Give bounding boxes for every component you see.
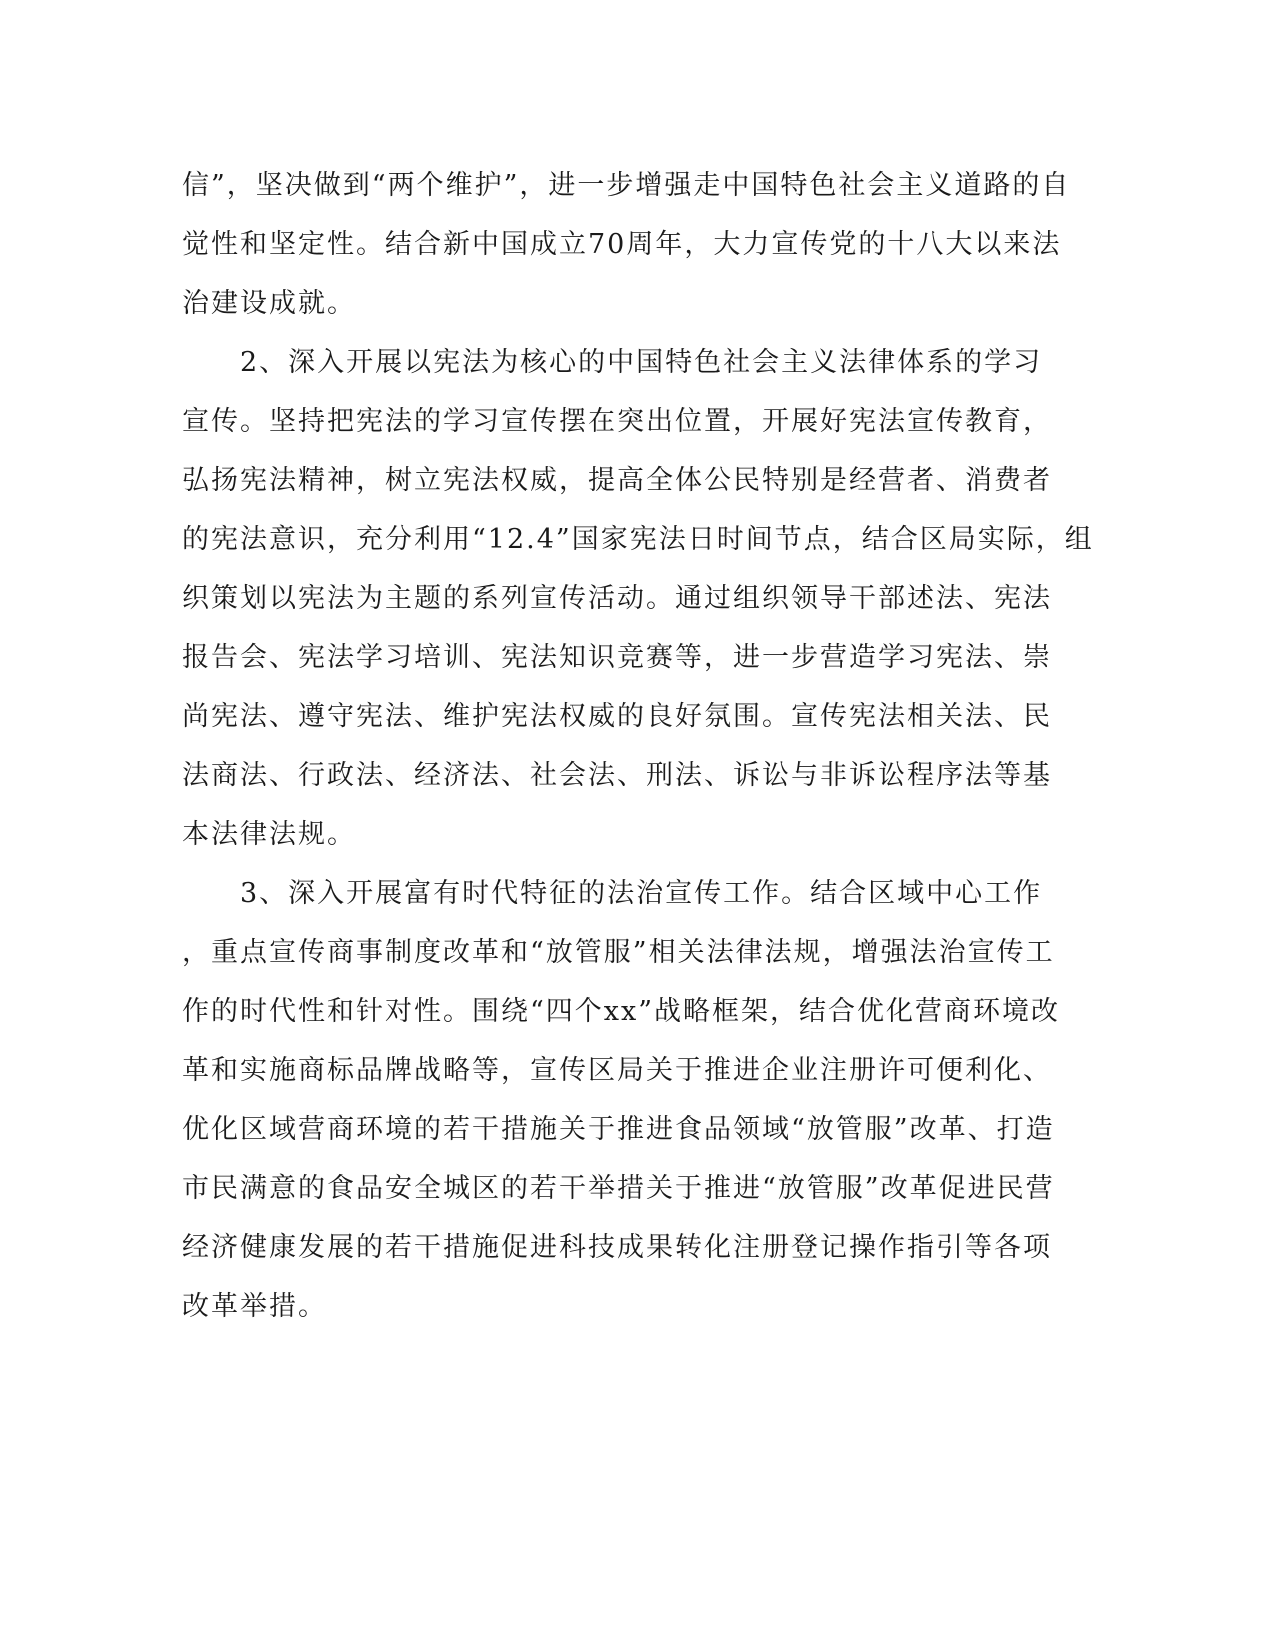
paragraph-2 xyxy=(182,333,1094,864)
text-line: 宣传。坚持把宪法的学习宣传摆在突出位置，开展好宪法宣传教育， xyxy=(182,406,1052,437)
text-line: 治建设成就。 xyxy=(182,288,356,319)
text-line: ，重点宣传商事制度改革和“放管服”相关法律法规，增强法治宣传工 xyxy=(182,937,1055,968)
text-line: 织策划以宪法为主题的系列宣传活动。通过组织领导干部述法、宪法 xyxy=(182,583,1052,614)
text-line: 弘扬宪法精神，树立宪法权威，提高全体公民特别是经营者、消费者 xyxy=(182,465,1052,496)
text-line: 法商法、行政法、经济法、社会法、刑法、诉讼与非诉讼程序法等基 xyxy=(182,760,1052,791)
text-line: 革和实施商标品牌战略等，宣传区局关于推进企业注册许可便利化、 xyxy=(182,1055,1052,1086)
text-line: 优化区域营商环境的若干措施关于推进食品领域“放管服”改革、打造 xyxy=(182,1114,1055,1145)
text-line: 觉性和坚定性。结合新中国成立70周年，大力宣传党的十八大以来法 xyxy=(182,229,1062,260)
text-line: 信”，坚决做到“两个维护”，进一步增强走中国特色社会主义道路的自 xyxy=(182,170,1071,201)
paragraph-1 xyxy=(182,156,1071,333)
text-line: 报告会、宪法学习培训、宪法知识竞赛等，进一步营造学习宪法、崇 xyxy=(182,642,1052,673)
text-line: 经济健康发展的若干措施促进科技成果转化注册登记操作指引等各项 xyxy=(182,1232,1052,1263)
text-line: 尚宪法、遵守宪法、维护宪法权威的良好氛围。宣传宪法相关法、民 xyxy=(182,701,1052,732)
text-line: 市民满意的食品安全城区的若干举措关于推进“放管服”改革促进民营 xyxy=(182,1173,1055,1204)
paragraph-3 xyxy=(182,864,1061,1336)
text-line: 3、深入开展富有时代特征的法治宣传工作。结合区域中心工作 xyxy=(182,878,1043,909)
text-line: 作的时代性和针对性。围绕“四个xx”战略框架，结合优化营商环境改 xyxy=(182,996,1061,1027)
text-line: 2、深入开展以宪法为核心的中国特色社会主义法律体系的学习 xyxy=(182,347,1043,378)
body-text xyxy=(182,156,1094,1336)
text-line: 改革举措。 xyxy=(182,1291,327,1322)
text-line: 本法律法规。 xyxy=(182,819,356,850)
text-line: 的宪法意识，充分利用“12.4”国家宪法日时间节点，结合区局实际，组 xyxy=(182,524,1094,555)
